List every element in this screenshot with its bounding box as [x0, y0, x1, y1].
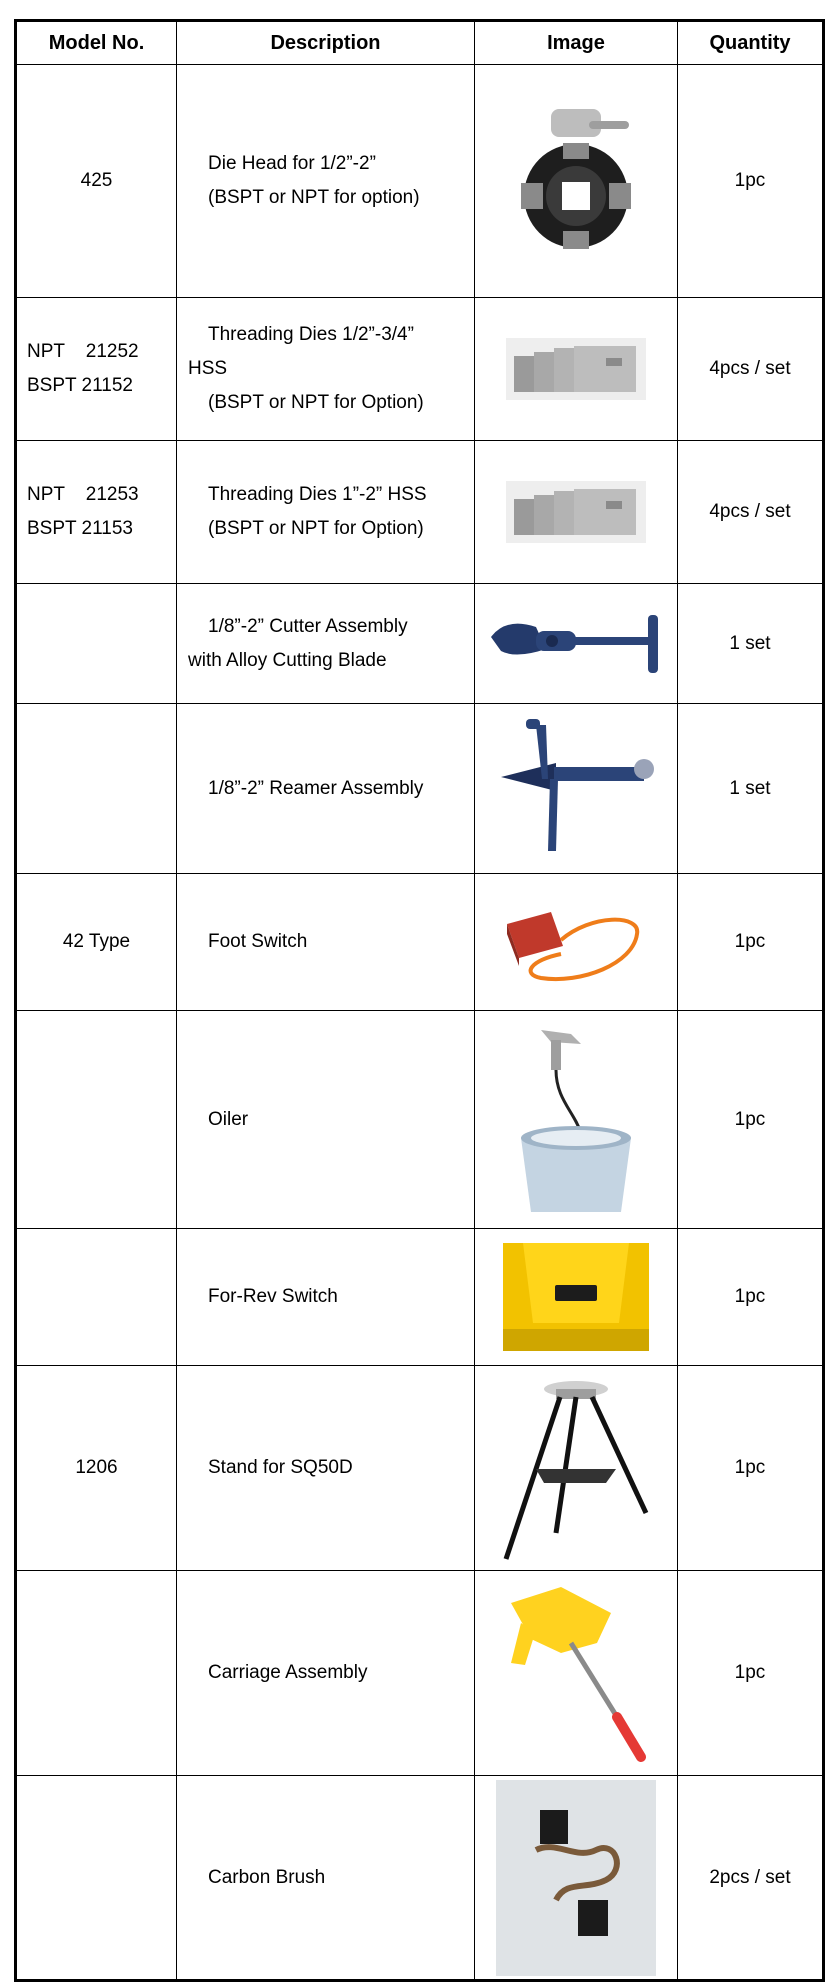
model-cell: 425	[16, 65, 177, 298]
description-line: HSS	[188, 358, 228, 379]
description-cell	[177, 874, 475, 1011]
image-cell	[475, 1571, 678, 1776]
model-cell: 42 Type	[16, 874, 177, 1011]
for-rev-switch-icon	[503, 1243, 649, 1351]
header-description: Description	[177, 21, 475, 65]
image-cell	[475, 704, 678, 874]
carbon-brush-icon	[496, 1780, 656, 1976]
table-row	[16, 1776, 824, 1981]
description-cell	[177, 65, 475, 298]
table-row	[16, 441, 824, 584]
description-line: Carriage Assembly	[208, 1662, 368, 1683]
reamer-assembly-icon	[496, 719, 656, 859]
image-cell	[475, 874, 678, 1011]
description-line: Threading Dies 1/2”-3/4”	[208, 324, 414, 345]
description-line: (BSPT or NPT for option)	[208, 187, 420, 208]
table-row	[16, 65, 824, 298]
threading-dies-icon	[506, 481, 646, 543]
description-cell	[177, 298, 475, 441]
cutter-assembly-icon	[486, 609, 666, 679]
image-cell	[475, 1011, 678, 1229]
description-line: with Alloy Cutting Blade	[188, 649, 387, 671]
model-line: BSPT 21152	[27, 375, 133, 396]
model-line: BSPT 21153	[27, 518, 133, 539]
quantity-cell: 1pc	[678, 1229, 824, 1366]
header-row	[16, 21, 824, 65]
stand-icon	[496, 1373, 656, 1563]
table-row	[16, 584, 824, 704]
image-cell	[475, 1776, 678, 1981]
description-line: 1/8”-2” Reamer Assembly	[208, 777, 424, 799]
description-cell	[177, 1366, 475, 1571]
model-cell	[16, 584, 177, 704]
quantity-cell: 1pc	[678, 1366, 824, 1571]
description-line: Die Head for 1/2”-2”	[208, 153, 376, 174]
table-row	[16, 874, 824, 1011]
model-line: NPT 21253	[27, 484, 139, 505]
foot-switch-icon	[501, 894, 651, 990]
image-cell	[475, 298, 678, 441]
image-cell	[475, 1229, 678, 1366]
quantity-cell: 1pc	[678, 874, 824, 1011]
model-cell	[16, 704, 177, 874]
quantity-cell: 1 set	[678, 584, 824, 704]
description-cell	[177, 1229, 475, 1366]
header-quantity: Quantity	[678, 21, 824, 65]
image-cell	[475, 1366, 678, 1571]
parts-table	[14, 19, 825, 1982]
table-row	[16, 298, 824, 441]
oiler-icon	[511, 1020, 641, 1220]
quantity-cell: 1pc	[678, 1011, 824, 1229]
description-line: For-Rev Switch	[208, 1286, 338, 1307]
table-row	[16, 1571, 824, 1776]
description-cell	[177, 704, 475, 874]
quantity-cell: 4pcs / set	[678, 298, 824, 441]
table-row	[16, 704, 824, 874]
model-cell	[16, 1011, 177, 1229]
description-line: Stand for SQ50D	[208, 1457, 353, 1478]
description-line: Threading Dies 1”-2” HSS	[208, 484, 427, 505]
quantity-cell: 1 set	[678, 704, 824, 874]
description-cell	[177, 1776, 475, 1981]
image-cell	[475, 441, 678, 584]
threading-dies-icon	[506, 338, 646, 400]
header-image: Image	[475, 21, 678, 65]
model-cell	[16, 1776, 177, 1981]
description-line: Foot Switch	[208, 931, 308, 952]
image-cell	[475, 584, 678, 704]
quantity-cell: 1pc	[678, 65, 824, 298]
table-row	[16, 1366, 824, 1571]
model-cell	[16, 1229, 177, 1366]
description-line: (BSPT or NPT for Option)	[208, 392, 424, 413]
description-line: Oiler	[208, 1108, 249, 1130]
quantity-cell: 4pcs / set	[678, 441, 824, 584]
model-line: NPT 21252	[27, 341, 139, 362]
model-cell	[16, 1571, 177, 1776]
description-line: (BSPT or NPT for Option)	[208, 518, 424, 539]
description-cell	[177, 1571, 475, 1776]
model-cell	[16, 441, 177, 584]
description-line: 1/8”-2” Cutter Assembly	[208, 615, 408, 637]
description-cell	[177, 584, 475, 704]
header-model: Model No.	[16, 21, 177, 65]
model-cell	[16, 298, 177, 441]
description-line: Carbon Brush	[208, 1866, 326, 1888]
description-cell	[177, 441, 475, 584]
quantity-cell: 1pc	[678, 1571, 824, 1776]
image-cell	[475, 65, 678, 298]
model-cell: 1206	[16, 1366, 177, 1571]
carriage-assembly-icon	[501, 1583, 651, 1763]
table-row	[16, 1011, 824, 1229]
die-head-icon	[511, 101, 641, 261]
table-row	[16, 1229, 824, 1366]
quantity-cell: 2pcs / set	[678, 1776, 824, 1981]
description-cell	[177, 1011, 475, 1229]
